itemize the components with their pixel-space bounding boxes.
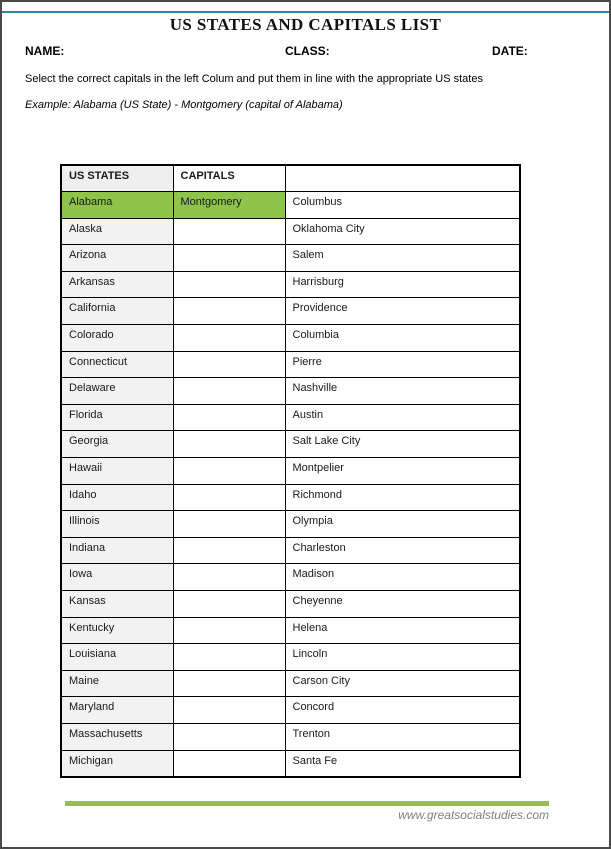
answer-cell[interactable] xyxy=(173,484,285,511)
table-row xyxy=(61,511,520,538)
option-cell: Madison xyxy=(285,564,520,591)
instruction-text: Select the correct capitals in the left Colum and put them in line with the appropriate US states xyxy=(25,73,483,85)
table-row xyxy=(61,325,520,352)
table-row xyxy=(61,298,520,325)
header-blank xyxy=(285,165,520,192)
table-row xyxy=(61,591,520,618)
table-row xyxy=(61,458,520,485)
table-row xyxy=(61,564,520,591)
name-field-label: NAME: xyxy=(25,44,65,58)
table-row xyxy=(61,537,520,564)
table-row xyxy=(61,404,520,431)
answer-cell[interactable] xyxy=(173,723,285,750)
answer-cell[interactable] xyxy=(173,670,285,697)
option-cell: Concord xyxy=(285,697,520,724)
option-cell: Carson City xyxy=(285,670,520,697)
state-cell: Colorado xyxy=(61,325,173,352)
state-cell: Arkansas xyxy=(61,271,173,298)
header-us-states: US STATES xyxy=(61,165,173,192)
option-cell: Columbus xyxy=(285,192,520,219)
state-cell: Indiana xyxy=(61,537,173,564)
state-cell: Arizona xyxy=(61,245,173,272)
class-field-label: CLASS: xyxy=(285,44,330,58)
state-cell: Florida xyxy=(61,404,173,431)
footer-website: www.greatsocialstudies.com xyxy=(398,808,549,822)
answer-cell[interactable] xyxy=(173,298,285,325)
state-cell: Delaware xyxy=(61,378,173,405)
option-cell: Salt Lake City xyxy=(285,431,520,458)
answer-cell[interactable] xyxy=(173,511,285,538)
state-cell: California xyxy=(61,298,173,325)
state-cell: Louisiana xyxy=(61,644,173,671)
option-cell: Lincoln xyxy=(285,644,520,671)
option-cell: Richmond xyxy=(285,484,520,511)
states-capitals-table xyxy=(60,164,521,778)
date-field-label: DATE: xyxy=(492,44,528,58)
table-row xyxy=(61,484,520,511)
page-title: US STATES AND CAPITALS LIST xyxy=(169,15,442,34)
table-header-row xyxy=(61,165,520,192)
state-cell: Idaho xyxy=(61,484,173,511)
state-cell: Hawaii xyxy=(61,458,173,485)
option-cell: Trenton xyxy=(285,723,520,750)
answer-cell[interactable]: Montgomery xyxy=(173,192,285,219)
answer-cell[interactable] xyxy=(173,271,285,298)
state-cell: Iowa xyxy=(61,564,173,591)
table-row xyxy=(61,644,520,671)
header-rule xyxy=(2,11,609,13)
table-row xyxy=(61,723,520,750)
option-cell: Nashville xyxy=(285,378,520,405)
option-cell: Charleston xyxy=(285,537,520,564)
table-row xyxy=(61,378,520,405)
answer-cell[interactable] xyxy=(173,537,285,564)
answer-cell[interactable] xyxy=(173,697,285,724)
answer-cell[interactable] xyxy=(173,750,285,777)
table-row xyxy=(61,431,520,458)
table-row xyxy=(61,670,520,697)
answer-cell[interactable] xyxy=(173,591,285,618)
answer-cell[interactable] xyxy=(173,404,285,431)
table-row xyxy=(61,218,520,245)
answer-cell[interactable] xyxy=(173,458,285,485)
option-cell: Santa Fe xyxy=(285,750,520,777)
answer-cell[interactable] xyxy=(173,644,285,671)
option-cell: Harrisburg xyxy=(285,271,520,298)
answer-cell[interactable] xyxy=(173,245,285,272)
state-cell: Georgia xyxy=(61,431,173,458)
table-row xyxy=(61,271,520,298)
example-text: Example: Alabama (US State) - Montgomery (capital of Alabama) xyxy=(25,99,343,111)
option-cell: Columbia xyxy=(285,325,520,352)
state-cell: Alaska xyxy=(61,218,173,245)
answer-cell[interactable] xyxy=(173,431,285,458)
state-cell: Michigan xyxy=(61,750,173,777)
table-row xyxy=(61,351,520,378)
option-cell: Cheyenne xyxy=(285,591,520,618)
state-cell: Connecticut xyxy=(61,351,173,378)
state-cell: Kentucky xyxy=(61,617,173,644)
state-cell: Kansas xyxy=(61,591,173,618)
header-capitals: CAPITALS xyxy=(173,165,285,192)
state-cell: Maine xyxy=(61,670,173,697)
option-cell: Oklahoma City xyxy=(285,218,520,245)
state-cell: Massachusetts xyxy=(61,723,173,750)
option-cell: Austin xyxy=(285,404,520,431)
table-row xyxy=(61,192,520,219)
answer-cell[interactable] xyxy=(173,564,285,591)
answer-cell[interactable] xyxy=(173,218,285,245)
table-row xyxy=(61,697,520,724)
option-cell: Olympia xyxy=(285,511,520,538)
table-row xyxy=(61,750,520,777)
answer-cell[interactable] xyxy=(173,378,285,405)
answer-cell[interactable] xyxy=(173,351,285,378)
table-row xyxy=(61,617,520,644)
answer-cell[interactable] xyxy=(173,325,285,352)
state-cell: Illinois xyxy=(61,511,173,538)
state-cell: Alabama xyxy=(61,192,173,219)
option-cell: Montpelier xyxy=(285,458,520,485)
footer-accent-bar xyxy=(65,801,549,806)
state-cell: Maryland xyxy=(61,697,173,724)
table-body xyxy=(61,192,520,777)
table-row xyxy=(61,245,520,272)
option-cell: Salem xyxy=(285,245,520,272)
option-cell: Providence xyxy=(285,298,520,325)
option-cell: Pierre xyxy=(285,351,520,378)
option-cell: Helena xyxy=(285,617,520,644)
answer-cell[interactable] xyxy=(173,617,285,644)
